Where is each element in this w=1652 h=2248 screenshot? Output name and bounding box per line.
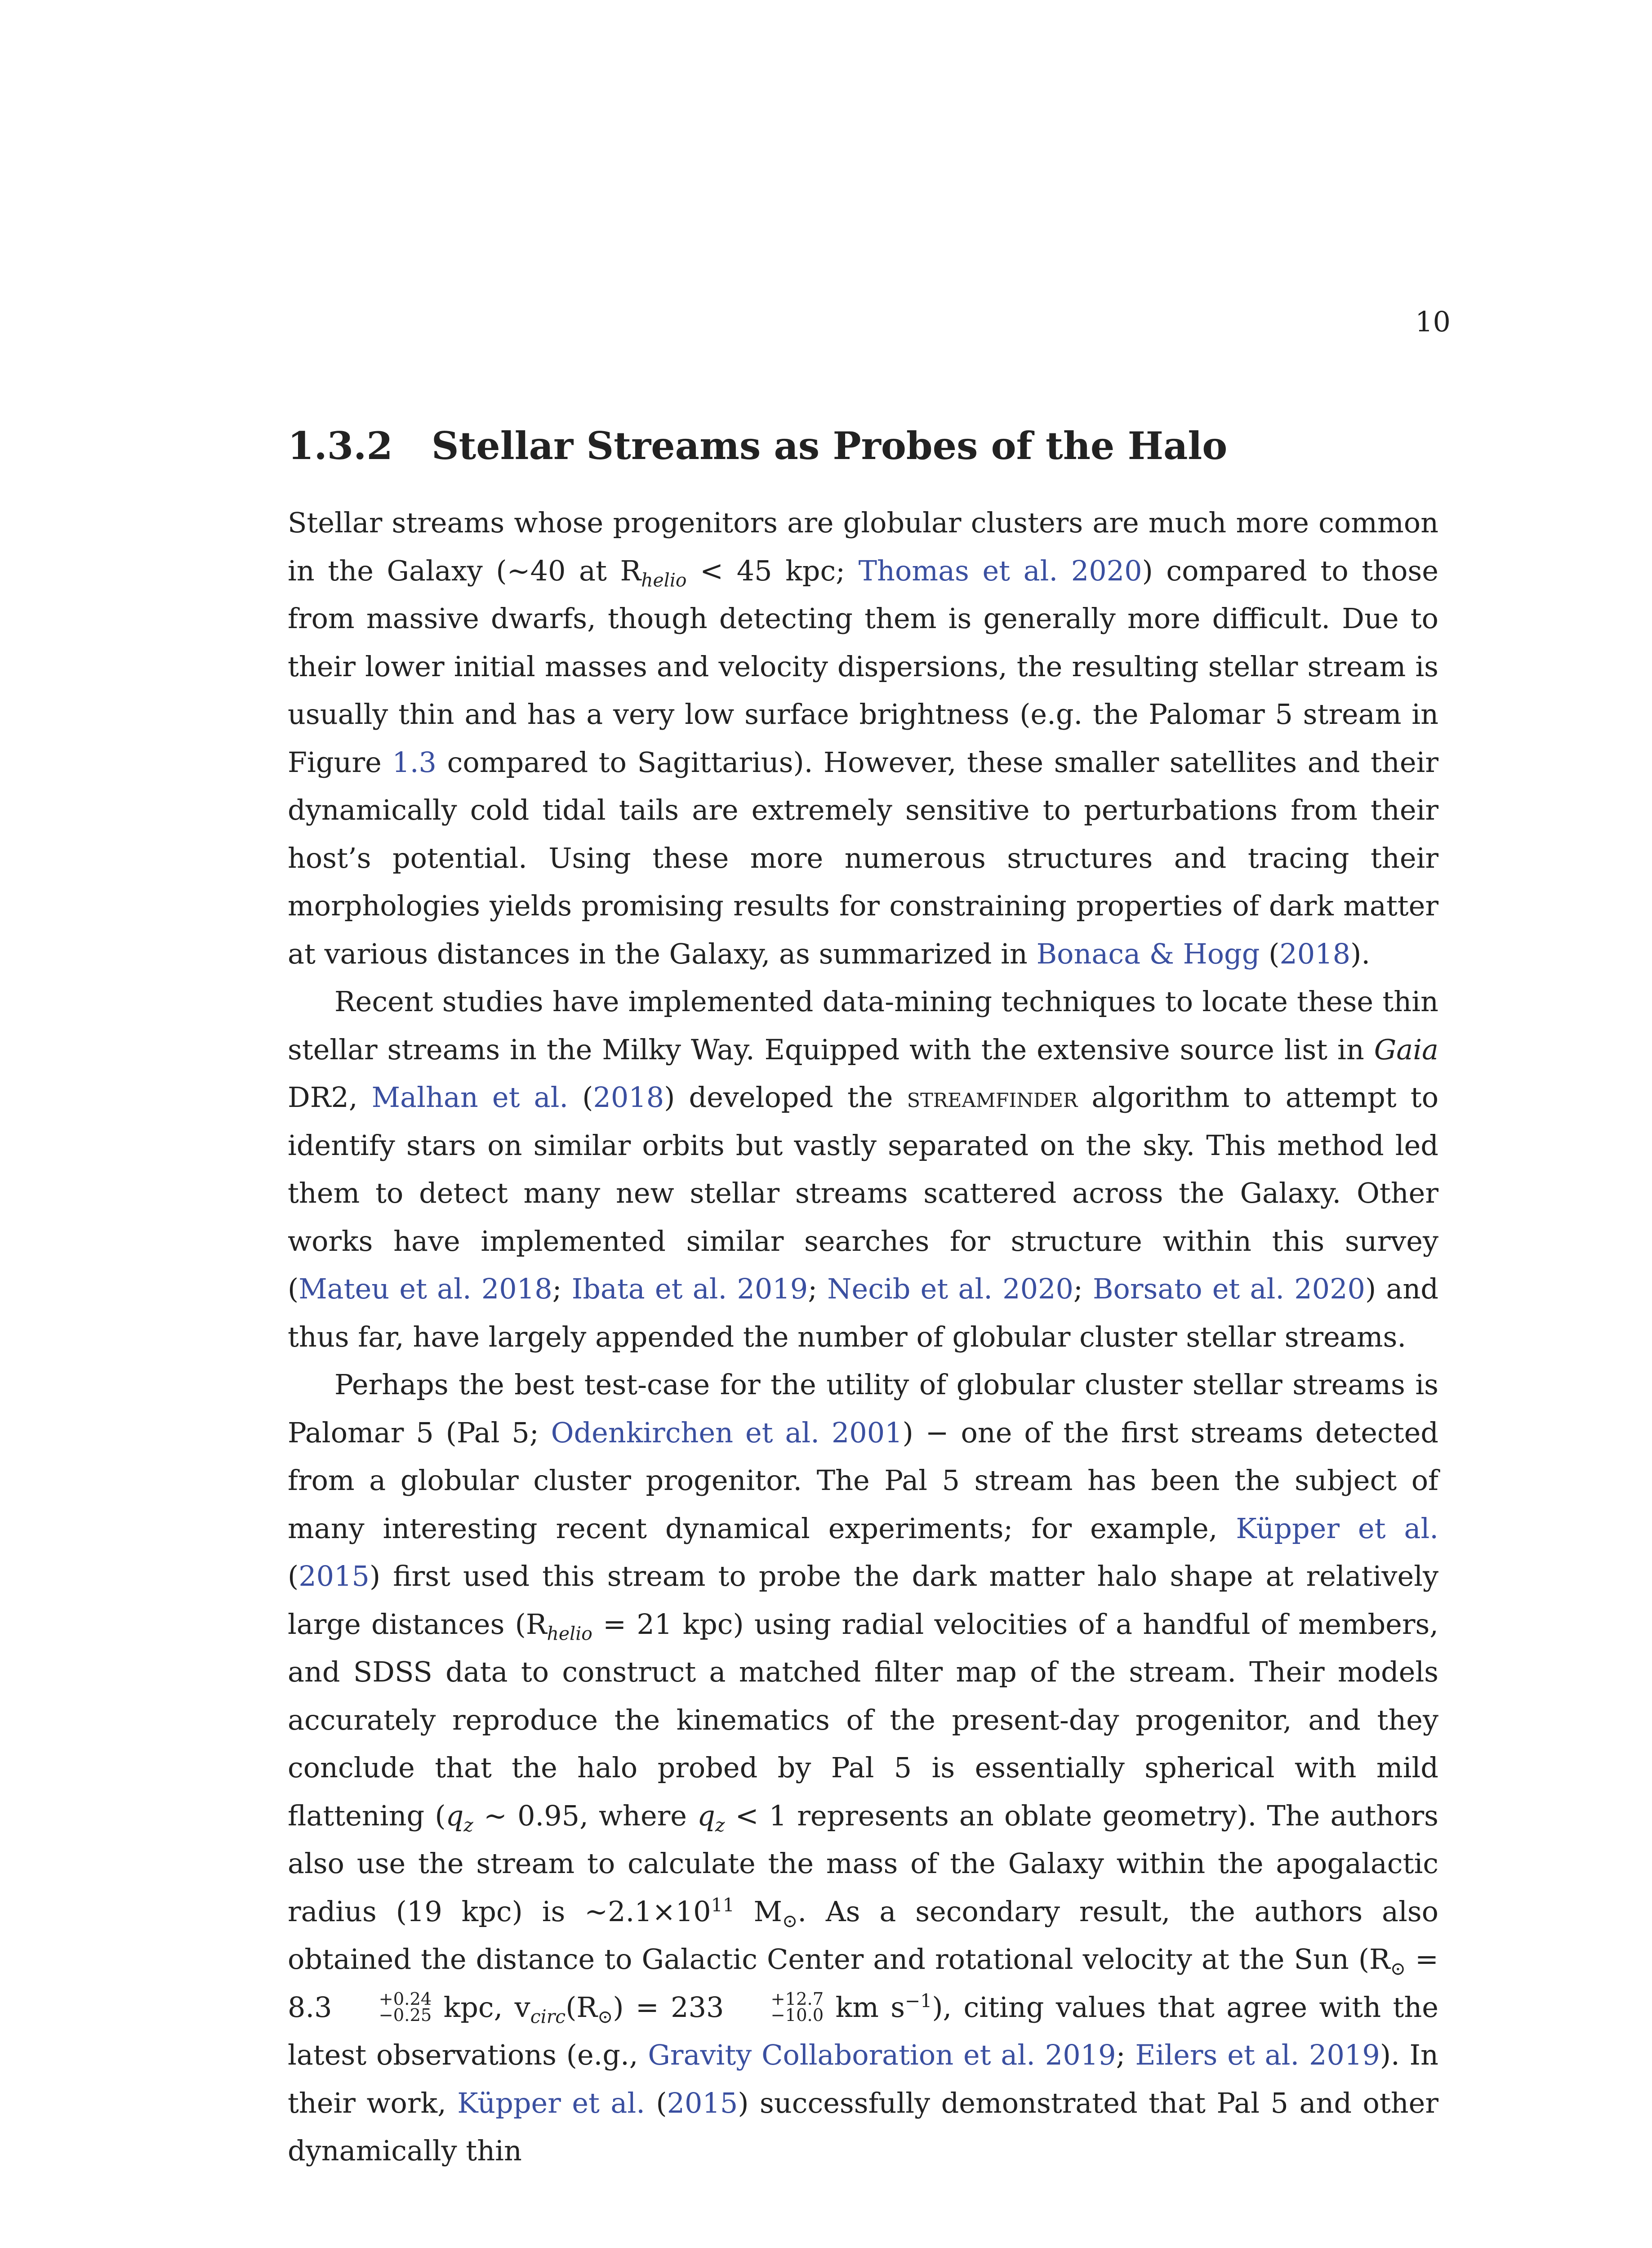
uncertainty-r: +0.24 −0.25 — [378, 1989, 432, 2026]
citation-link[interactable]: Ibata et al. 2019 — [571, 1272, 808, 1305]
citation-link[interactable]: Bonaca & Hogg — [1036, 937, 1260, 970]
section-heading — [288, 424, 1438, 468]
citation-link[interactable]: Gravity Collaboration et al. 2019 — [648, 2038, 1116, 2071]
paragraph-2: Recent studies have implemented data-mining techniques to locate these thin stellar streams in the Milky Way. Equipped with the extensive source list in Gaia DR2, Malhan et al. (2018) developed the streamfinder algorithm to attempt to identify stars on similar orbits but vastly separated on the sky. This method led them to detect many new stellar streams scattered across the Galaxy. Other works have implemented similar searches for structure within this survey (Mateu et al. 2018; Ibata et al. 2019; Necib et al. 2020; Borsato et al. 2020) and thus far, have largely appended the number of globular cluster stellar streams. — [288, 985, 1439, 1353]
citation-link[interactable]: Thomas et al. 2020 — [858, 554, 1142, 587]
citation-link[interactable]: Küpper et al. — [1236, 1512, 1438, 1545]
paragraph-3: Perhaps the best test-case for the utility of globular cluster stellar streams is Palomar 5 (Pal 5; Odenkirchen et al. 2001) − one of the first streams detected from a globular cluster progenitor. The Pal 5 stream has been the subject of many interesting recent dynamical experiments; for example, Küpper et al. (2015) first used this stream to probe the dark matter halo shape at relatively large distances ($R_{helio} = 21$ kpc) using radial velocities of a handful of members, and SDSS data to construct a matched filter map of the stream. Their models accurately reproduce the kinematics of the present-day progenitor, and they conclude that the halo probed by Pal 5 is essentially spherical with mild flattening ($q_z$ ∼ 0.95, where $q_z < 1$ represents an oblate geometry). The authors also use the stream to calculate the mass of the Galaxy within the apogalactic radius (19 kpc) is $\sim 2.1\times 10^{11}$ $M_⊙$. As a secondary result, the authors also obtained the distance to Galactic Center and rotational velocity at the Sun ($R_⊙ = 8.3$ +0.24 −0.25 kpc, $v_{circ}(R_⊙) = 233$ +12.7 −10.0 km $s^{-1}$), citing values that agree with the latest observations (e.g., Gravity Collaboration et al. 2019; Eilers et al. 2019). In their work, Küpper et al. (2015) successfully demonstrated that Pal 5 and other dynamically thin — [288, 1368, 1438, 2167]
body-text — [288, 499, 1438, 2175]
citation-link[interactable]: Eilers et al. 2019 — [1135, 2038, 1380, 2071]
citation-link[interactable]: 2018 — [1279, 937, 1351, 970]
citation-link[interactable]: Mateu et al. 2018 — [298, 1272, 552, 1305]
citation-link[interactable]: Küpper et al. — [457, 2086, 645, 2119]
section-number: 1.3.2 — [288, 424, 393, 468]
figure-link[interactable]: 1.3 — [392, 745, 437, 779]
citation-link[interactable]: 2015 — [667, 2086, 738, 2119]
citation-link[interactable]: Odenkirchen et al. 2001 — [551, 1416, 903, 1449]
citation-link[interactable]: Borsato et al. 2020 — [1093, 1272, 1365, 1305]
citation-link[interactable]: Necib et al. 2020 — [827, 1272, 1073, 1305]
citation-link[interactable]: 2018 — [593, 1081, 664, 1114]
section-title: Stellar Streams as Probes of the Halo — [431, 424, 1228, 468]
page-number: 10 — [1415, 305, 1451, 338]
uncertainty-v: +12.7 −10.0 — [770, 1989, 824, 2026]
citation-link[interactable]: Malhan et al. — [371, 1081, 569, 1114]
paragraph-1: Stellar streams whose progenitors are globular clusters are much more common in the Galaxy (∼40 at $R_{helio} < 45$ kpc; Thomas et al. 2020) compared to those from massive dwarfs, though detecting them is generally more difficult. Due to their lower initial masses and velocity dispersions, the resulting stellar stream is usually thin and has a very low surface brightness (e.g. the Palomar 5 stream in Figure 1.3 compared to Sagittarius). However, these smaller satellites and their dynamically cold tidal tails are extremely sensitive to perturbations from their host’s potential. Using these more numerous structures and tracing their morphologies yields promising results for constraining properties of dark matter at various distances in the Galaxy, as summarized in Bonaca & Hogg (2018). — [288, 506, 1438, 970]
citation-link[interactable]: 2015 — [298, 1560, 370, 1592]
